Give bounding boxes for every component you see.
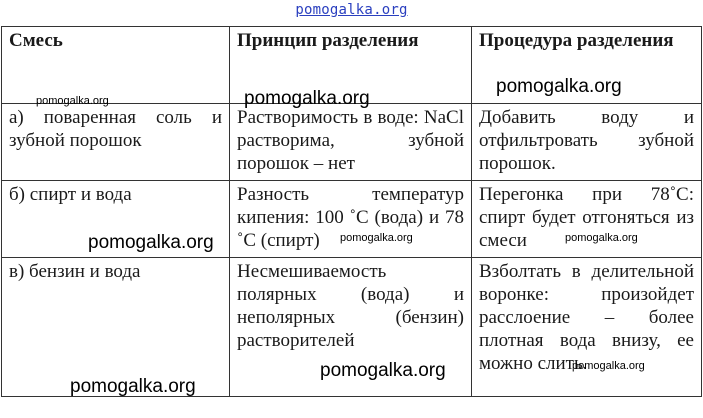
- header-mixture: Смесь: [2, 27, 230, 104]
- watermark-overlay: pomogalka.org: [572, 360, 645, 372]
- cell-principle: Растворимость в воде: NaCl растворима, зубной порошок – нет: [230, 104, 472, 181]
- watermark-overlay: pomogalka.org: [244, 88, 370, 109]
- header-principle: Принцип разделения: [230, 27, 472, 104]
- cell-mixture: б) спирт и вода: [2, 181, 230, 258]
- watermark-overlay: pomogalka.org: [36, 95, 109, 107]
- cell-mixture: в) бензин и вода: [2, 258, 230, 397]
- cell-procedure: Добавить воду и отфильтровать зубной порошок.: [472, 104, 702, 181]
- cell-principle: Несмешиваемость полярных (вода) и неполярных (бензин) растворителей: [230, 258, 472, 397]
- top-watermark: pomogalka.org: [295, 2, 408, 18]
- cell-principle: Разность температур кипения: 100 ˚С (вода) и 78 ˚С (спирт): [230, 181, 472, 258]
- header-procedure: Процедура разделения: [472, 27, 702, 104]
- table-row: [2, 104, 702, 181]
- watermark-overlay: pomogalka.org: [88, 232, 214, 253]
- watermark-overlay: pomogalka.org: [496, 76, 622, 97]
- cell-mixture: а) поваренная соль и зубной порошок: [2, 104, 230, 181]
- cell-procedure: Перегонка при 78˚С: спирт будет отгоняться из смеси: [472, 181, 702, 258]
- watermark-overlay: pomogalka.org: [70, 376, 196, 397]
- cell-procedure: Взболтать в делительной воронке: произойдет расслоение – более плотная вода внизу, ее можно слить.: [472, 258, 702, 397]
- watermark-overlay: pomogalka.org: [565, 232, 638, 244]
- watermark-overlay: pomogalka.org: [320, 360, 446, 381]
- watermark-overlay: pomogalka.org: [340, 232, 413, 244]
